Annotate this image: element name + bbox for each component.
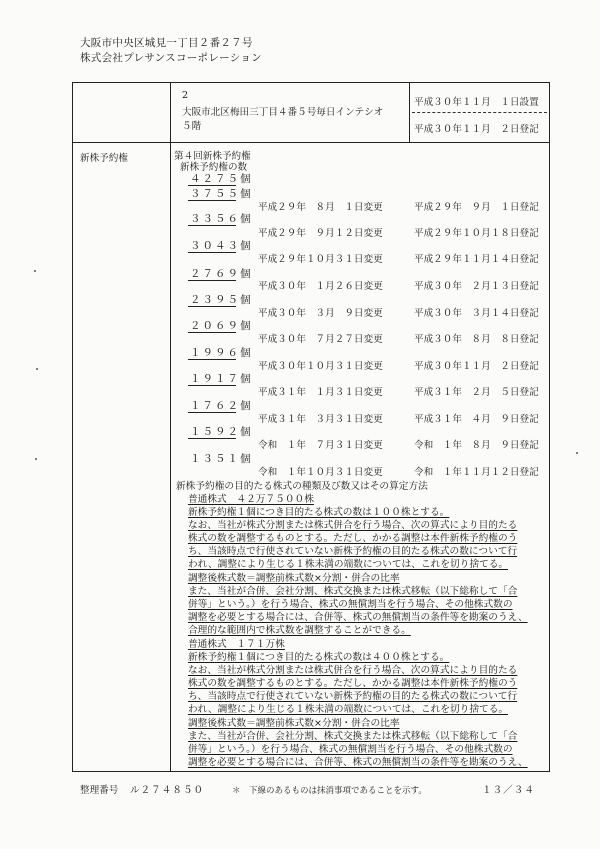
change-date-3: 平成３０年 １月２６日変更 — [258, 281, 383, 292]
change-date-6: 平成３０年１０月３１日変更 — [258, 361, 383, 372]
count-10: １５９２個 — [190, 426, 253, 438]
change-date-4: 平成３０年 ３月 ９日変更 — [258, 308, 383, 319]
reference-label: 整理番号 — [80, 785, 119, 796]
registration-date-6: 平成３０年１１月 ２日登記 — [414, 361, 539, 372]
scan-speck — [576, 452, 578, 454]
count-4: ２７６９個 — [190, 268, 253, 280]
registration-date-2: 平成２９年１１月１４日登記 — [414, 254, 539, 265]
date-dashed-divider — [412, 112, 547, 113]
top-box-date-registered: 平成３０年１１月 ２日登記 — [414, 124, 539, 135]
count-11: １３５１個 — [190, 453, 253, 465]
body-line-07: われ、調整により生じる１株未満の端数については、これを切り捨てる。 — [188, 559, 509, 570]
change-date-9: 令和 １年 ７月３１日変更 — [258, 440, 383, 451]
body-line-17: ち、当該時点で行使されていない新株予約権の目的たる株式の数について行 — [188, 691, 518, 702]
frame-left-border — [72, 82, 73, 772]
body-line-20: また、当社が合併、会社分割、株式交換または株式移転（以下総称して「合 — [188, 731, 518, 742]
registration-date-4: 平成３０年 ３月１４日登記 — [414, 308, 539, 319]
section-subtitle: 新株予約権の数 — [180, 162, 248, 173]
body-line-19: 調整後株式数＝調整前株式数×分割・併合の比率 — [188, 718, 400, 729]
count-1: ３７５５個 — [190, 188, 253, 200]
change-date-0: 平成２９年 ８月 １日変更 — [258, 202, 383, 213]
body-line-22: 調整を必要とする場合には、合併等、株式の無償割当の条件等を勘案のうえ、 — [188, 757, 528, 768]
change-date-1: 平成２９年 ９月１２日変更 — [258, 228, 383, 239]
section-title: 第４回新株予約権 — [174, 151, 251, 162]
body-line-14: 新株予約権１個につき目的たる株式の数は４００株とする。 — [188, 652, 450, 663]
body-line-05: 株式の数を調整するものとする。ただし、かかる調整は本件新株予約権のう — [188, 533, 518, 544]
registration-date-8: 平成３１年 ４月 ９日登記 — [414, 414, 539, 425]
count-2: ３３５６個 — [190, 213, 253, 225]
body-line-08: 調整後株式数＝調整前株式数×分割・併合の比率 — [188, 573, 400, 584]
body-line-18: われ、調整により生じる１株未満の端数については、これを切り捨てる。 — [188, 704, 509, 715]
count-0: ４２７５個 — [190, 173, 253, 185]
body-line-15: なお、当社が株式分割または株式併合を行う場合、次の算式により目的たる — [188, 665, 518, 676]
count-8: １９１７個 — [190, 373, 253, 385]
reference-number: ル２７４８５０ — [130, 785, 205, 796]
count-9: １７６２個 — [190, 400, 253, 412]
page-number: １３／３４ — [482, 785, 535, 796]
body-line-03: 新株予約権１個につき目的たる株式の数は１００株とする。 — [188, 507, 450, 518]
scan-speck — [36, 368, 38, 370]
registration-date-9: 令和 １年 ８月 ９日登記 — [414, 440, 539, 451]
shares-heading: 新株予約権の目的たる株式の種類及び数又はその算定方法 — [176, 481, 428, 492]
frame-right-border — [549, 82, 550, 772]
count-5: ２３９５個 — [190, 294, 253, 306]
footer-note: ＊ 下線のあるものは抹消事項であることを示す。 — [232, 786, 427, 796]
count-3: ３０４３個 — [190, 240, 253, 252]
body-line-09: また、当社が合併、会社分割、株式交換または株式移転（以下総称して「合 — [188, 586, 518, 597]
body-line-04: なお、当社が株式分割または株式併合を行う場合、次の算式により目的たる — [188, 520, 518, 531]
frame-row-divider — [72, 142, 550, 143]
registration-date-1: 平成２９年１０月１８日登記 — [414, 228, 539, 239]
body-line-21: 併等」という。）を行う場合、株式の無償割当を行う場合、その他株式数の — [188, 744, 513, 755]
body-line-02: 普通株式 ４２万７５００株 — [188, 494, 314, 505]
change-date-5: 平成３０年 ７月２７日変更 — [258, 334, 383, 345]
registration-date-3: 平成３０年 ２月１３日登記 — [414, 281, 539, 292]
registration-date-5: 平成３０年 ８月 ８日登記 — [414, 334, 539, 345]
frame-bottom-border — [72, 771, 550, 772]
top-box-number: 2 — [182, 90, 189, 101]
change-date-8: 平成３１年 ３月３１日変更 — [258, 414, 383, 425]
top-box-address-line2: ５階 — [182, 121, 202, 132]
scan-speck — [35, 458, 37, 460]
section-label: 新株予約権 — [80, 153, 128, 164]
change-date-10: 令和 １年１０月３１日変更 — [258, 467, 383, 478]
frame-top-border — [72, 82, 550, 83]
body-line-13: 普通株式 １７１万株 — [188, 639, 285, 650]
change-date-2: 平成２９年１０月３１日変更 — [258, 254, 383, 265]
count-6: ２０６９個 — [190, 320, 253, 332]
body-line-11: 調整を必要とする場合には、合併等、株式の無償割当の条件等を勘案のうえ、 — [188, 612, 528, 623]
registration-date-0: 平成２９年 ９月 １日登記 — [414, 202, 539, 213]
top-box-address-line1: 大阪市北区梅田三丁目４番５号毎日インテシオ — [182, 107, 384, 118]
scan-speck — [34, 270, 36, 272]
registration-date-10: 令和 １年１１月１２日登記 — [414, 467, 539, 478]
body-line-12: 合理的な範囲内で株式数を調整することができる。 — [188, 625, 411, 636]
body-line-10: 併等」という。）を行う場合、株式の無償割当を行う場合、その他株式数の — [188, 599, 513, 610]
count-7: １９９６個 — [190, 347, 253, 359]
company-address: 大阪市中央区城見一丁目２番２７号 — [80, 37, 253, 49]
company-name: 株式会社プレサンスコーポレーション — [80, 52, 262, 64]
registration-date-7: 平成３１年 ２月 ５日登記 — [414, 387, 539, 398]
date-column-divider — [409, 82, 410, 142]
change-date-7: 平成３１年 １月３１日変更 — [258, 387, 383, 398]
body-line-06: ち、当該時点で行使されていない新株予約権の目的たる株式の数について行 — [188, 546, 518, 557]
frame-column-divider — [170, 82, 171, 772]
body-line-16: 株式の数を調整するものとする。ただし、かかる調整は本件新株予約権のう — [188, 678, 518, 689]
top-box-date-established: 平成３０年１１月 １日設置 — [414, 97, 539, 108]
